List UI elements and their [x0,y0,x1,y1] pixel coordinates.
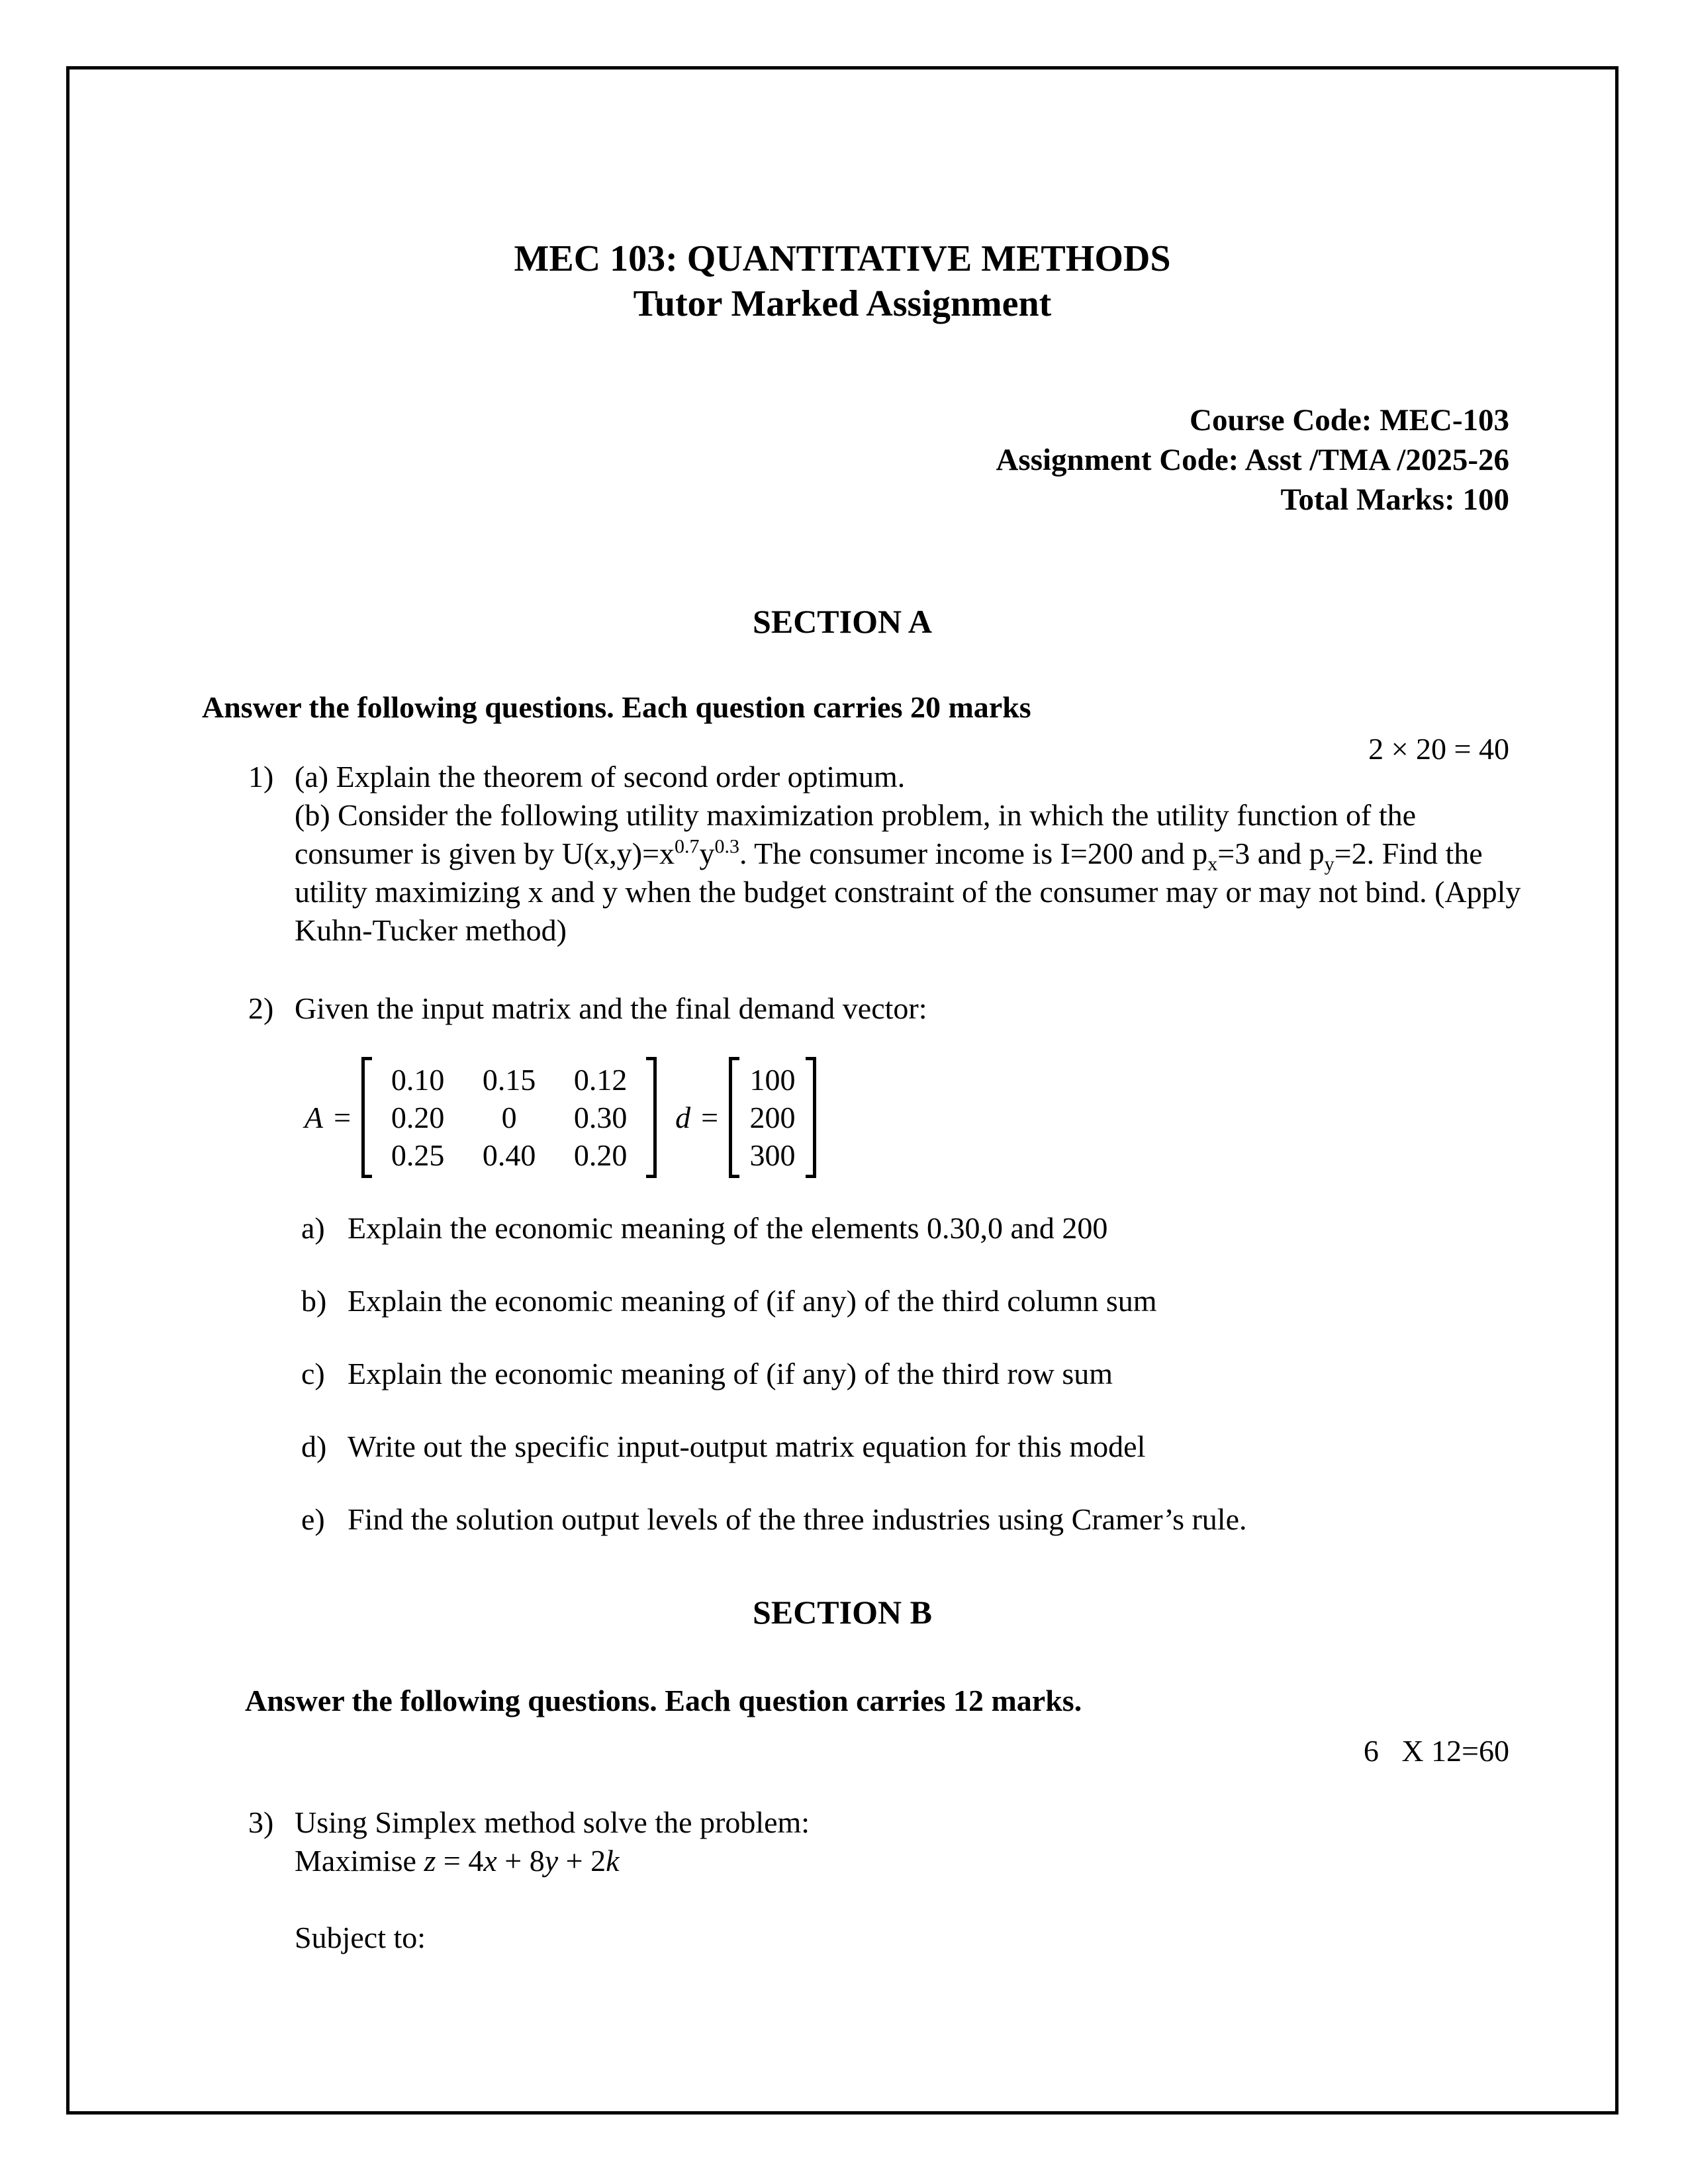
subscript: y [1324,853,1335,876]
item-label: a) [301,1211,325,1245]
total-marks: Total Marks: 100 [1280,482,1509,517]
list-item [301,1428,1539,1466]
question-2 [248,989,1526,1028]
equals-sign: = [334,1100,352,1134]
assignment-meta [996,400,1509,520]
list-item [301,1209,1539,1248]
text-fragment: =2. Find the utility maximizing x and y when the budget constraint of the consumer may or may not bind. (Apply Kuhn-Tucker method) [295,837,1521,947]
matrix-cell: 0.40 [482,1138,536,1172]
page-border [66,66,1618,2115]
question-3-number: 3) [248,1805,274,1839]
question-2-items [301,1209,1539,1573]
math-variable: y [544,1844,559,1878]
question-2-number: 2) [248,991,274,1025]
course-code: Course Code: MEC-103 [1190,403,1509,437]
exponent: 0.3 [714,835,740,858]
matrix-variable: A [305,1100,324,1134]
section-b-marks-note: 6 X 12=60 [1363,1734,1509,1768]
assignment-code: Assignment Code: Asst /TMA /2025-26 [996,443,1509,477]
question-1-part-a: (a) Explain the theorem of second order optimum. [295,760,906,794]
matrix-cell: 0.15 [482,1063,536,1097]
vector-variable: d [675,1100,691,1134]
text-fragment: . The consumer income is I=200 and p [739,837,1208,870]
math-variable: k [606,1844,620,1878]
math-operator: + 2 [558,1844,606,1878]
item-text: Find the solution output levels of the three industries using Cramer’s rule. [348,1502,1247,1536]
matrix-equation [305,1057,816,1178]
item-text: Write out the specific input-output matrix equation for this model [348,1430,1146,1463]
item-label: c) [301,1357,325,1390]
matrix-cell: 0.20 [391,1101,445,1134]
math-variable: x [483,1844,497,1878]
section-a-instruction: Answer the following questions. Each question carries 20 marks [202,690,1031,724]
item-label: b) [301,1284,327,1318]
item-label: d) [301,1430,327,1463]
section-a-heading: SECTION A [753,603,932,640]
left-bracket [729,1057,739,1178]
matrix-cell: 0.20 [573,1138,628,1172]
math-variable: z [424,1844,436,1878]
equals-sign: = [701,1100,719,1134]
subscript: x [1207,853,1218,876]
page-title: MEC 103: QUANTITATIVE METHODS [514,238,1171,279]
matrix-cell: 0.25 [391,1138,445,1172]
section-b-instruction: Answer the following questions. Each question carries 12 marks. [245,1684,1082,1717]
subject-to-line: Subject to: [295,1921,426,1954]
matrix-cell: 0.10 [391,1063,445,1097]
demand-vector [739,1057,806,1178]
text-fragment: Maximise [295,1844,424,1878]
item-text: Explain the economic meaning of (if any) of the third row sum [348,1357,1113,1390]
matrix-cell: 0.30 [573,1101,628,1134]
item-text: Explain the economic meaning of (if any) of the third column sum [348,1284,1157,1318]
text-fragment: y [699,837,715,870]
vector-cell: 300 [749,1138,796,1172]
question-1 [248,758,1526,950]
question-1-number: 1) [248,760,274,794]
title-block [70,236,1615,326]
section-a-marks-note: 2 × 20 = 40 [1368,732,1509,766]
section-b-heading: SECTION B [753,1594,932,1631]
objective-function [295,1842,1526,1880]
math-operator: + 8 [496,1844,545,1878]
page-subtitle: Tutor Marked Assignment [633,283,1052,324]
question-2-text: Given the input matrix and the final demand vector: [295,991,927,1025]
right-bracket [646,1057,657,1178]
question-1-body [295,758,1526,950]
item-text: Explain the economic meaning of the elements 0.30,0 and 200 [348,1211,1108,1245]
vector-cell: 200 [749,1101,796,1134]
right-bracket [806,1057,816,1178]
input-matrix [372,1057,646,1178]
matrix-cell: 0 [501,1101,517,1134]
exponent: 0.7 [675,835,700,858]
question-3 [248,1803,1526,1957]
left-bracket [361,1057,372,1178]
question-3-line1: Using Simplex method solve the problem: [295,1805,810,1839]
question-3-body [295,1803,1526,1957]
vector-cell: 100 [749,1063,796,1097]
math-operator: = 4 [436,1844,484,1878]
matrix-cell: 0.12 [573,1063,628,1097]
list-item [301,1355,1539,1393]
item-label: e) [301,1502,325,1536]
question-1-part-b [295,796,1526,950]
text-fragment: (b) Consider the following utility maximization problem, in which the utility function of the consumer is given by U(x,y)=x [295,798,1417,870]
text-fragment: =3 and p [1217,837,1325,870]
list-item [301,1500,1539,1539]
list-item [301,1282,1539,1320]
